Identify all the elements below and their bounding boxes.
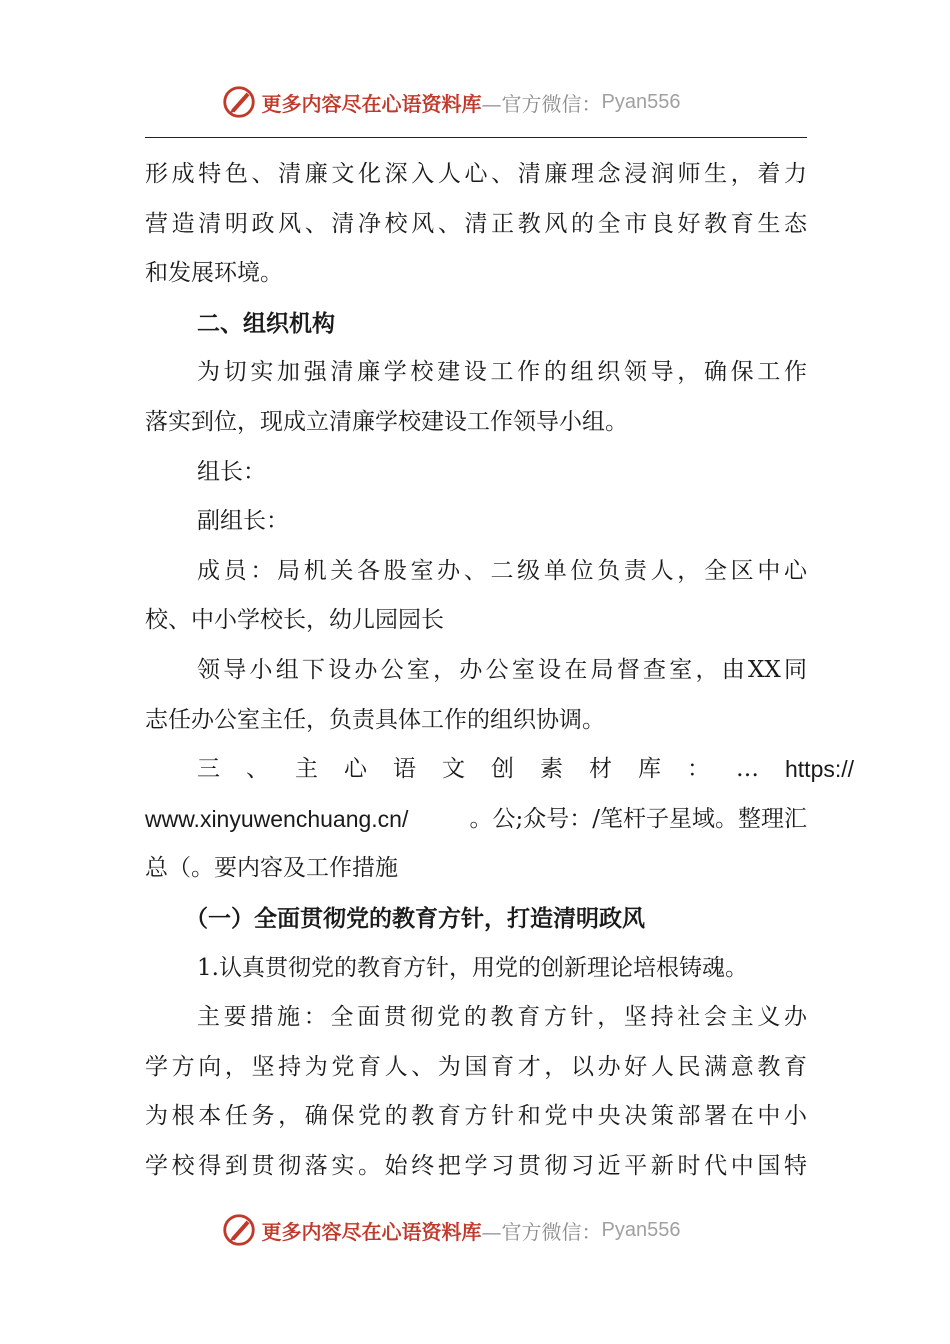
banner-brand-text: 更多内容尽在心语资料库 <box>261 1219 482 1244</box>
watermark-url: www.xinyuwenchuang.cn/ <box>145 805 409 832</box>
body-line <box>145 745 855 795</box>
footer-banner <box>0 1210 950 1250</box>
header-divider <box>145 137 807 138</box>
body-line: 校、中小学校长，幼儿园园长 <box>145 607 444 634</box>
body-line: 1.认真贯彻党的教育方针，用党的创新理论培根铸魂。 <box>197 954 748 981</box>
banner-wechat-label: —官方微信： <box>481 1219 602 1244</box>
body-line: 副组长： <box>197 508 289 535</box>
body-line: 形成特色、清廉文化深入人心、清廉理念浸润师生，着力 <box>145 161 807 187</box>
body-line: 领导小组下设办公室，办公室设在局督查室，由XX同 <box>197 656 807 683</box>
subsection-heading: （一）全面贯彻党的教育方针，打造清明政风 <box>185 904 645 932</box>
body-line <box>145 795 807 845</box>
banner-wechat-id: Pyan556 <box>601 1218 681 1241</box>
watermark-text: 三、主心语文创素材库：… <box>197 756 785 783</box>
body-line: 总（。要内容及工作措施 <box>145 855 398 882</box>
pen-logo-icon <box>220 1211 258 1249</box>
document-body <box>145 150 855 1191</box>
body-line: 为切实加强清廉学校建设工作的组织领导，确保工作 <box>197 359 807 386</box>
banner-wechat-id: Pyan556 <box>601 90 681 113</box>
body-line: 营造清明政风、清净校风、清正教风的全市良好教育生态 <box>145 210 807 237</box>
body-line: 组长： <box>197 458 266 485</box>
pen-logo-icon <box>220 83 258 121</box>
body-line: 志任办公室主任，负责具体工作的组织协调。 <box>145 706 605 733</box>
banner-brand-text: 更多内容尽在心语资料库 <box>261 91 482 116</box>
banner-wechat-label: —官方微信： <box>481 91 602 116</box>
body-line: 为根本任务，确保党的教育方针和党中央决策部署在中小 <box>145 1103 807 1130</box>
body-line: 学校得到贯彻落实。始终把学习贯彻习近平新时代中国特 <box>145 1152 807 1179</box>
body-line: 落实到位，现成立清廉学校建设工作领导小组。 <box>145 408 628 435</box>
watermark-url: https:// <box>785 756 855 783</box>
body-line: 学方向，坚持为党育人、为国育才，以办好人民满意教育 <box>145 1053 807 1080</box>
watermark-text: 。公;众号：/笔杆子星域。整理汇 <box>469 805 807 832</box>
section-heading: 二、组织机构 <box>197 309 335 337</box>
body-line: 成员：局机关各股室办、二级单位负责人，全区中心 <box>197 557 807 584</box>
body-line: 和发展环境。 <box>145 260 283 287</box>
body-line: 主要措施：全面贯彻党的教育方针，坚持社会主义办 <box>197 1004 807 1031</box>
header-banner <box>0 82 950 122</box>
